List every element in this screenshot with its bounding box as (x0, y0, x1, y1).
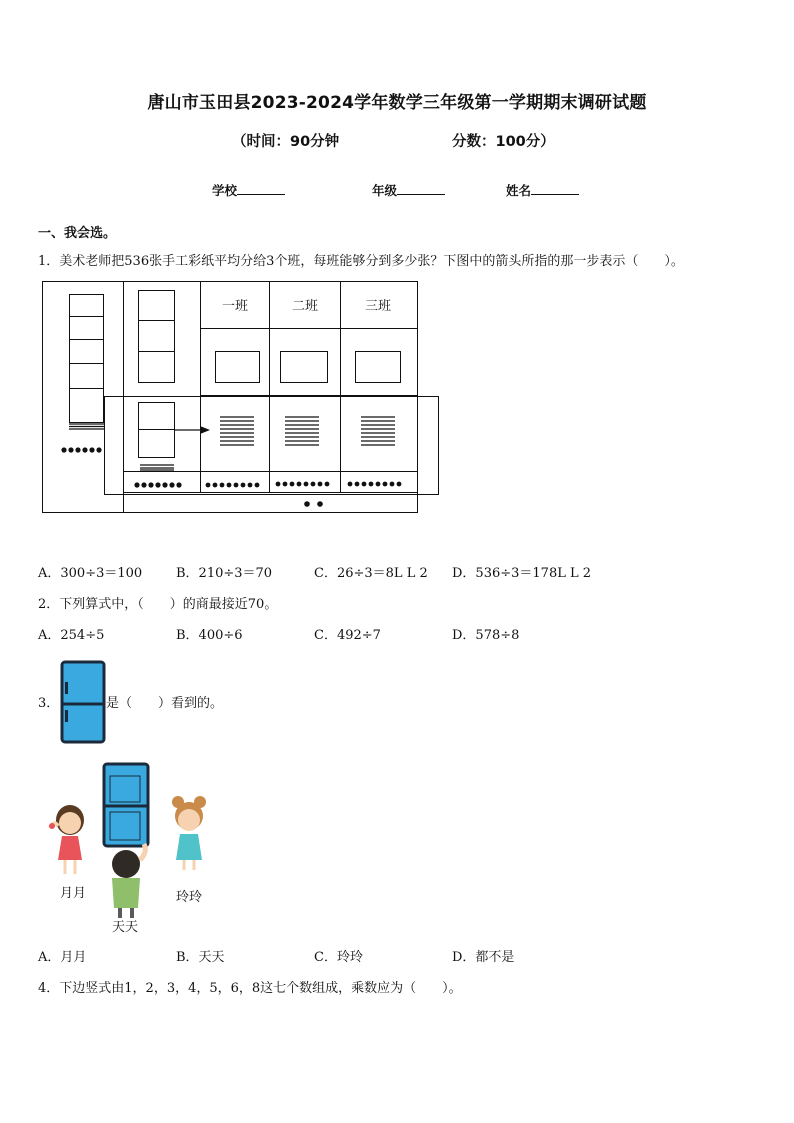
grade-field (372, 181, 445, 199)
class2-hundred (281, 352, 328, 383)
question-1: 1．美术老师把536张手工彩纸平均分给3个班，每班能够分到多少张？下图中的箭头所指的那一步表示（ ）。 (38, 254, 684, 269)
q3-option-b[interactable]: B．天天 (176, 950, 225, 965)
division-diagram (40, 278, 442, 516)
school-field (212, 181, 285, 199)
exam-time: （时间：90分钟 (232, 134, 340, 150)
class-tens (220, 417, 395, 445)
q1-option-c[interactable]: C．26÷3＝8L L 2 (314, 566, 428, 581)
q3-option-c[interactable]: C．玲玲 (314, 950, 363, 965)
school-label: 学校 (212, 183, 238, 198)
name-field (506, 181, 579, 199)
grade-label: 年级 (372, 183, 398, 198)
name-label: 姓名 (506, 183, 532, 198)
girl-lingling-icon (172, 796, 206, 870)
fridge-icon (104, 764, 148, 846)
name-lingling: 玲玲 (176, 890, 203, 905)
question-2: 2．下列算式中，（ ）的商最接近70。 (38, 597, 278, 612)
question-3-number: 3． (38, 696, 60, 711)
name-blank (531, 182, 579, 195)
header-class-2: 二班 (291, 299, 319, 314)
fridge-side-view-icon (60, 660, 106, 744)
header-class-3: 三班 (364, 299, 392, 314)
question-4: 4．下边竖式由1，2，3，4，5，6，8这七个数组成，乘数应为（ ）。 (38, 981, 462, 996)
class3-hundred (356, 352, 401, 383)
arrow-icon (174, 426, 210, 434)
header-class-1: 一班 (221, 299, 249, 314)
q2-option-b[interactable]: B．400÷6 (176, 628, 243, 643)
q2-option-d[interactable]: D．578÷8 (452, 628, 520, 643)
q3-option-a[interactable]: A．月月 (38, 950, 87, 965)
q2-option-c[interactable]: C．492÷7 (314, 628, 381, 643)
class1-hundred (216, 352, 260, 383)
school-blank (237, 182, 285, 195)
question-3: 是（ ）看到的。 (106, 696, 224, 711)
q1-option-d[interactable]: D．536÷3＝178L L 2 (452, 566, 592, 581)
q1-option-a[interactable]: A．300÷3＝100 (38, 566, 143, 581)
q2-option-a[interactable]: A．254÷5 (38, 628, 105, 643)
children-fridge-scene (40, 760, 220, 940)
grade-blank (397, 182, 445, 195)
exam-score: 分数：100分） (452, 134, 555, 150)
page-title: 唐山市玉田县2023-2024学年数学三年级第一学期期末调研试题 (147, 93, 647, 113)
name-yueyue: 月月 (60, 886, 87, 901)
q1-option-b[interactable]: B．210÷3＝70 (176, 566, 273, 581)
name-tiantian: 天天 (112, 920, 139, 935)
girl-yueyue-icon (49, 805, 84, 874)
q3-option-d[interactable]: D．都不是 (452, 950, 515, 965)
boy-tiantian-icon (112, 844, 145, 918)
section-heading: 一、我会选。 (38, 226, 117, 241)
